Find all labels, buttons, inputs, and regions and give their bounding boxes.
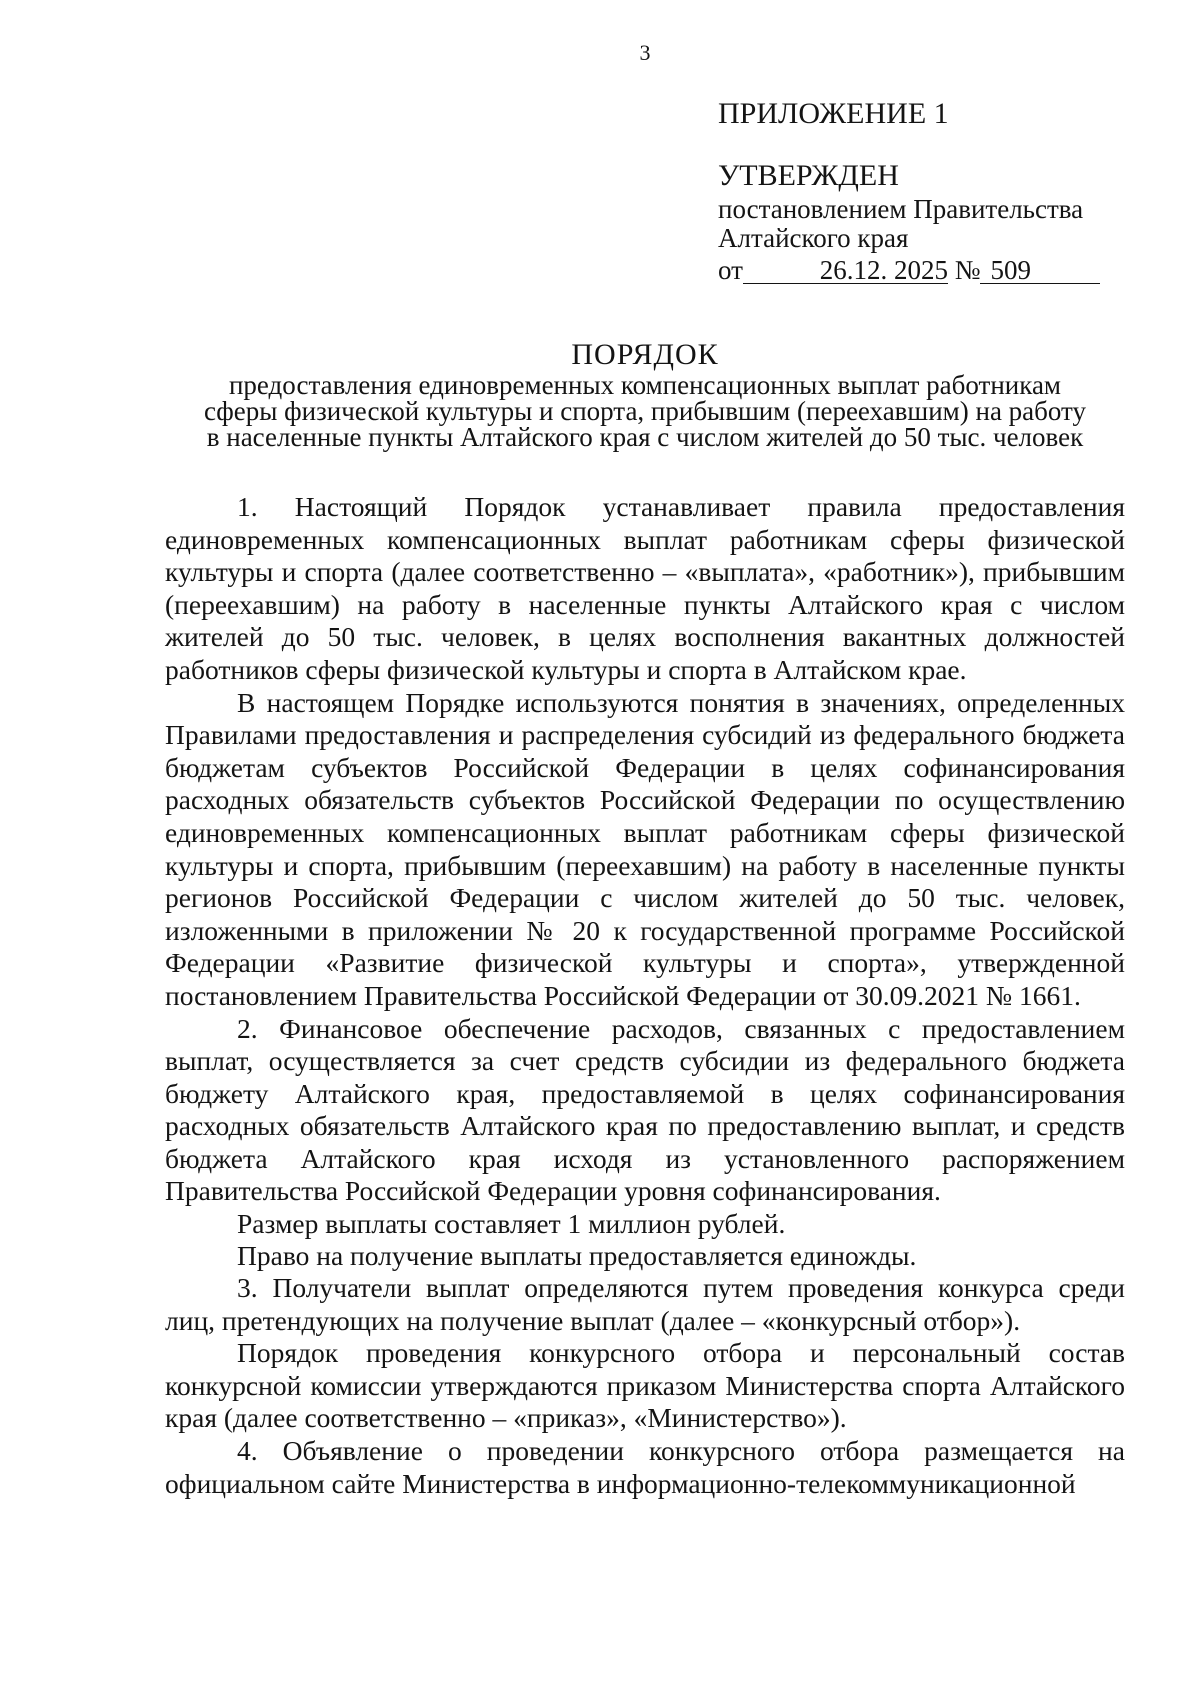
subtitle-line-3: в населенные пункты Алтайского края с числом жителей до 50 тыс. человек bbox=[206, 422, 1084, 452]
page-number: 3 bbox=[639, 40, 651, 65]
subtitle-line-2: сферы физической культуры и спорта, прибывшим (переехавшим) на работу bbox=[203, 396, 1086, 426]
document-title-block bbox=[165, 338, 1125, 450]
paragraph-1: 1. Настоящий Порядок устанавливает правила предоставления единовременных компенсационных выплат работникам сферы физической культуры и спорта (далее соответственно – «выплата», «работник»), прибывшим (переехавшим) на работу в населенные пункты Алтайского края с числом жителей до 50 тыс. человек, в целях восполнения вакантных должностей работников сферы физической культуры и спорта в Алтайском крае. bbox=[165, 491, 1125, 685]
approval-date-line bbox=[718, 253, 1128, 287]
paragraph-3: 2. Финансовое обеспечение расходов, связанных с предоставлением выплат, осуществляется за счет средств субсидии из федерального бюджета бюджету Алтайского края, предоставляемой в целях софинансирования расходных обязательств Алтайского края по предоставлению выплат, и средств бюджета Алтайского края исходя из установленного распоряжением Правительства Российской Федерации уровня софинансирования. bbox=[165, 1012, 1125, 1207]
approval-line-1: постановлением Правительства bbox=[718, 194, 1084, 224]
document-body bbox=[165, 491, 1125, 1500]
approval-line-2: Алтайского края bbox=[718, 223, 909, 253]
date-prefix: от bbox=[718, 255, 743, 285]
subtitle-line-1: предоставления единовременных компенсационных выплат работникам bbox=[228, 370, 1062, 400]
approval-number: 509 bbox=[980, 257, 1100, 284]
paragraph-6: 3. Получатели выплат определяются путем проведения конкурса среди лиц, претендующих на получение выплат (далее – «конкурсный отбор»). bbox=[165, 1272, 1125, 1336]
paragraph-4: Размер выплаты составляет 1 миллион рублей. bbox=[237, 1208, 786, 1240]
number-sign: № bbox=[954, 255, 981, 285]
appendix-label: ПРИЛОЖЕНИЕ 1 bbox=[718, 97, 949, 130]
paragraph-8: 4. Объявление о проведении конкурсного отбора размещается на официальном сайте Министерства в информационно-телекоммуникационной bbox=[165, 1435, 1125, 1499]
paragraph-2: В настоящем Порядке используются понятия в значениях, определенных Правилами предоставления и распределения субсидий из федерального бюджета бюджетам субъектов Российской Федерации в целях софинансирования расходных обязательств субъектов Российской Федерации по осуществлению единовременных компенсационных выплат работникам сферы физической культуры и спорта, прибывшим (переехавшим) на работу в населенные пункты регионов Российской Федерации с числом жителей до 50 тыс. человек, изложенными в приложении № 20 к государственной программе Российской Федерации «Развитие физической культуры и спорта», утвержденной постановлением Правительства Российской Федерации от 30.09.2021 № 1661. bbox=[165, 686, 1125, 1011]
document-title: ПОРЯДОК bbox=[571, 338, 719, 371]
approval-date: 26.12. 2025 bbox=[743, 257, 948, 284]
approved-label: УТВЕРЖДЕН bbox=[718, 159, 899, 192]
approval-block bbox=[718, 95, 1128, 287]
paragraph-7: Порядок проведения конкурсного отбора и персональный состав конкурсной комиссии утверждаются приказом Министерства спорта Алтайского края (далее соответственно – «приказ», «Министерство»). bbox=[165, 1337, 1125, 1434]
paragraph-5: Право на получение выплаты предоставляется единожды. bbox=[237, 1240, 917, 1272]
